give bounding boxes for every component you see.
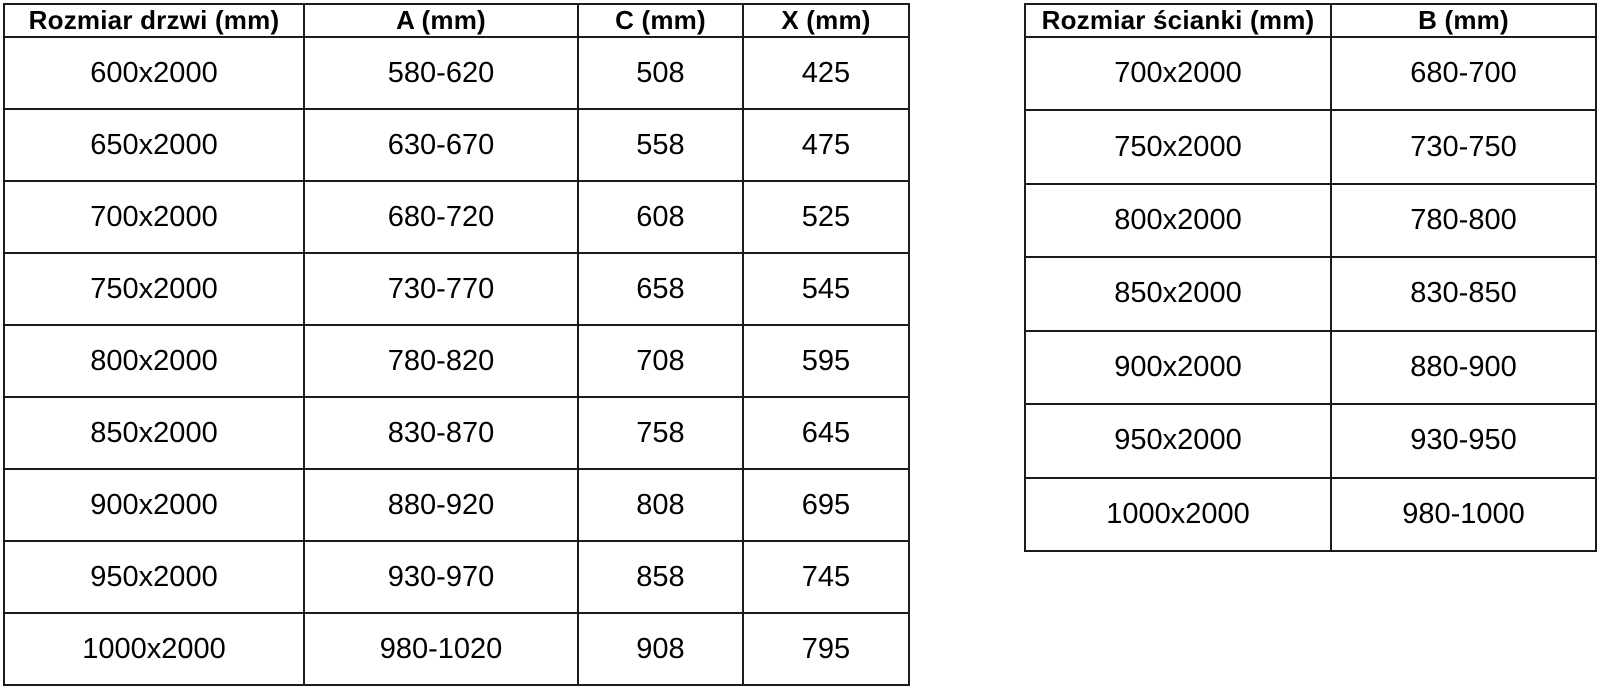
- table-cell: 858: [578, 541, 743, 613]
- column-header-a: A (mm): [304, 4, 578, 37]
- table-row: [1025, 331, 1596, 404]
- table-cell: 950x2000: [4, 541, 304, 613]
- table-cell: 930-970: [304, 541, 578, 613]
- table-cell: 745: [743, 541, 909, 613]
- column-header-x: X (mm): [743, 4, 909, 37]
- table-cell: 750x2000: [4, 253, 304, 325]
- table-cell: 730-770: [304, 253, 578, 325]
- table-cell: 650x2000: [4, 109, 304, 181]
- header-row: [4, 4, 909, 37]
- table-cell: 658: [578, 253, 743, 325]
- table-row: [4, 181, 909, 253]
- table-cell: 850x2000: [4, 397, 304, 469]
- table-row: [4, 397, 909, 469]
- table-cell: 930-950: [1331, 404, 1596, 477]
- table-cell: 1000x2000: [1025, 478, 1331, 551]
- table-cell: 900x2000: [1025, 331, 1331, 404]
- table-cell: 680-720: [304, 181, 578, 253]
- table-cell: 830-850: [1331, 257, 1596, 330]
- table-row: [4, 253, 909, 325]
- table-cell: 700x2000: [4, 181, 304, 253]
- table-row: [4, 109, 909, 181]
- table-cell: 475: [743, 109, 909, 181]
- table-row: [1025, 110, 1596, 183]
- table-cell: 800x2000: [1025, 184, 1331, 257]
- table-cell: 608: [578, 181, 743, 253]
- table-cell: 730-750: [1331, 110, 1596, 183]
- table-cell: 750x2000: [1025, 110, 1331, 183]
- table-row: [1025, 184, 1596, 257]
- table-cell: 850x2000: [1025, 257, 1331, 330]
- table-row: [1025, 37, 1596, 110]
- table-cell: 525: [743, 181, 909, 253]
- table-row: [1025, 404, 1596, 477]
- table-cell: 808: [578, 469, 743, 541]
- table-cell: 680-700: [1331, 37, 1596, 110]
- table-cell: 545: [743, 253, 909, 325]
- table-cell: 900x2000: [4, 469, 304, 541]
- table-cell: 800x2000: [4, 325, 304, 397]
- table-cell: 980-1020: [304, 613, 578, 685]
- table-cell: 980-1000: [1331, 478, 1596, 551]
- table-cell: 880-900: [1331, 331, 1596, 404]
- column-header-rozmiar-drzwi: Rozmiar drzwi (mm): [4, 4, 304, 37]
- table-cell: 645: [743, 397, 909, 469]
- table-cell: 600x2000: [4, 37, 304, 109]
- table-cell: 950x2000: [1025, 404, 1331, 477]
- table-row: [4, 541, 909, 613]
- table-row: [1025, 257, 1596, 330]
- table-cell: 708: [578, 325, 743, 397]
- table-row: [4, 469, 909, 541]
- table-cell: 595: [743, 325, 909, 397]
- table-cell: 880-920: [304, 469, 578, 541]
- table-cell: 630-670: [304, 109, 578, 181]
- column-header-c: C (mm): [578, 4, 743, 37]
- header-row: [1025, 4, 1596, 37]
- table-cell: 830-870: [304, 397, 578, 469]
- table-cell: 558: [578, 109, 743, 181]
- column-header-rozmiar-scianki: Rozmiar ścianki (mm): [1025, 4, 1331, 37]
- table-cell: 780-820: [304, 325, 578, 397]
- wall-panel-sizes-table: [1024, 3, 1597, 552]
- table-cell: 758: [578, 397, 743, 469]
- table-cell: 508: [578, 37, 743, 109]
- table-cell: 780-800: [1331, 184, 1596, 257]
- table-row: [4, 613, 909, 685]
- table-row: [4, 325, 909, 397]
- table-row: [4, 37, 909, 109]
- column-header-b: B (mm): [1331, 4, 1596, 37]
- door-sizes-table: [3, 3, 910, 686]
- table-cell: 1000x2000: [4, 613, 304, 685]
- table-cell: 695: [743, 469, 909, 541]
- table-cell: 700x2000: [1025, 37, 1331, 110]
- table-row: [1025, 478, 1596, 551]
- table-cell: 795: [743, 613, 909, 685]
- table-cell: 580-620: [304, 37, 578, 109]
- table-cell: 425: [743, 37, 909, 109]
- table-cell: 908: [578, 613, 743, 685]
